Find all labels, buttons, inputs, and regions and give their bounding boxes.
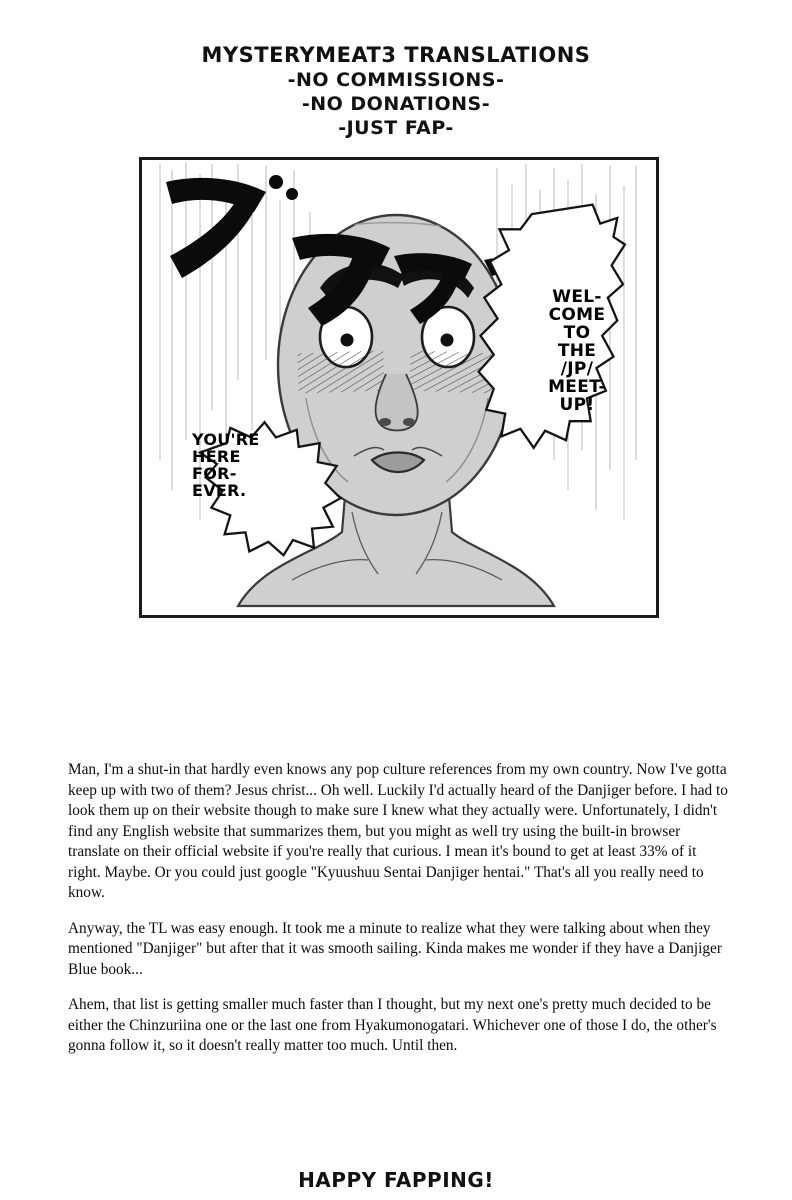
credits-line-just-fap: -JUST FAP- <box>338 117 454 139</box>
translation-credits <box>0 42 792 140</box>
credits-line-no-donations: -NO DONATIONS- <box>301 93 491 115</box>
translator-notes <box>68 760 728 1057</box>
notes-paragraph-1: Man, I'm a shut-in that hardly even knows any pop culture references from my own country. Now I've gotta keep up with two of them? Jesus christ... Oh well. Luckily I'd actually heard of the Danjiger before. I had to look them up on their website though to make sure I knew what they actually were. Unfortunately, I didn't find any English website that summarizes them, but you might as well try using the built-in browser translate on their official website if you're really that curious. I mean it's bound to get at least 33% of it right. Maybe. Or you could just google "Kyuushuu Sentai Danjiger hentai." That's all you really need to know. <box>68 761 728 901</box>
footer-message: HAPPY FAPPING! <box>298 1168 494 1192</box>
speech-bubble-left-text: YOU'RE HERE FOR-EVER. <box>192 430 260 500</box>
credits-line-no-commissions: -NO COMMISSIONS- <box>287 69 505 91</box>
speech-bubble-right-text: WEL-COME TO THE /JP/ MEET-UP! <box>548 287 606 416</box>
notes-paragraph-2: Anyway, the TL was easy enough. It took me a minute to realize what they were talking about when they mentioned "Danjiger" but after that it was smooth sailing. Kinda makes me wonder if they have a Danjiger Blue book... <box>68 919 722 978</box>
notes-paragraph-3: Ahem, that list is getting smaller much faster than I thought, but my next one's pretty much decided to be either the Chinzuriina one or the last one from Hyakumonogatari. Whichever one of those I do, the other's gonna follow it, so it doesn't really matter too much. Until then. <box>68 996 717 1054</box>
credits-line-title: MYSTERYMEAT3 TRANSLATIONS <box>201 43 591 67</box>
